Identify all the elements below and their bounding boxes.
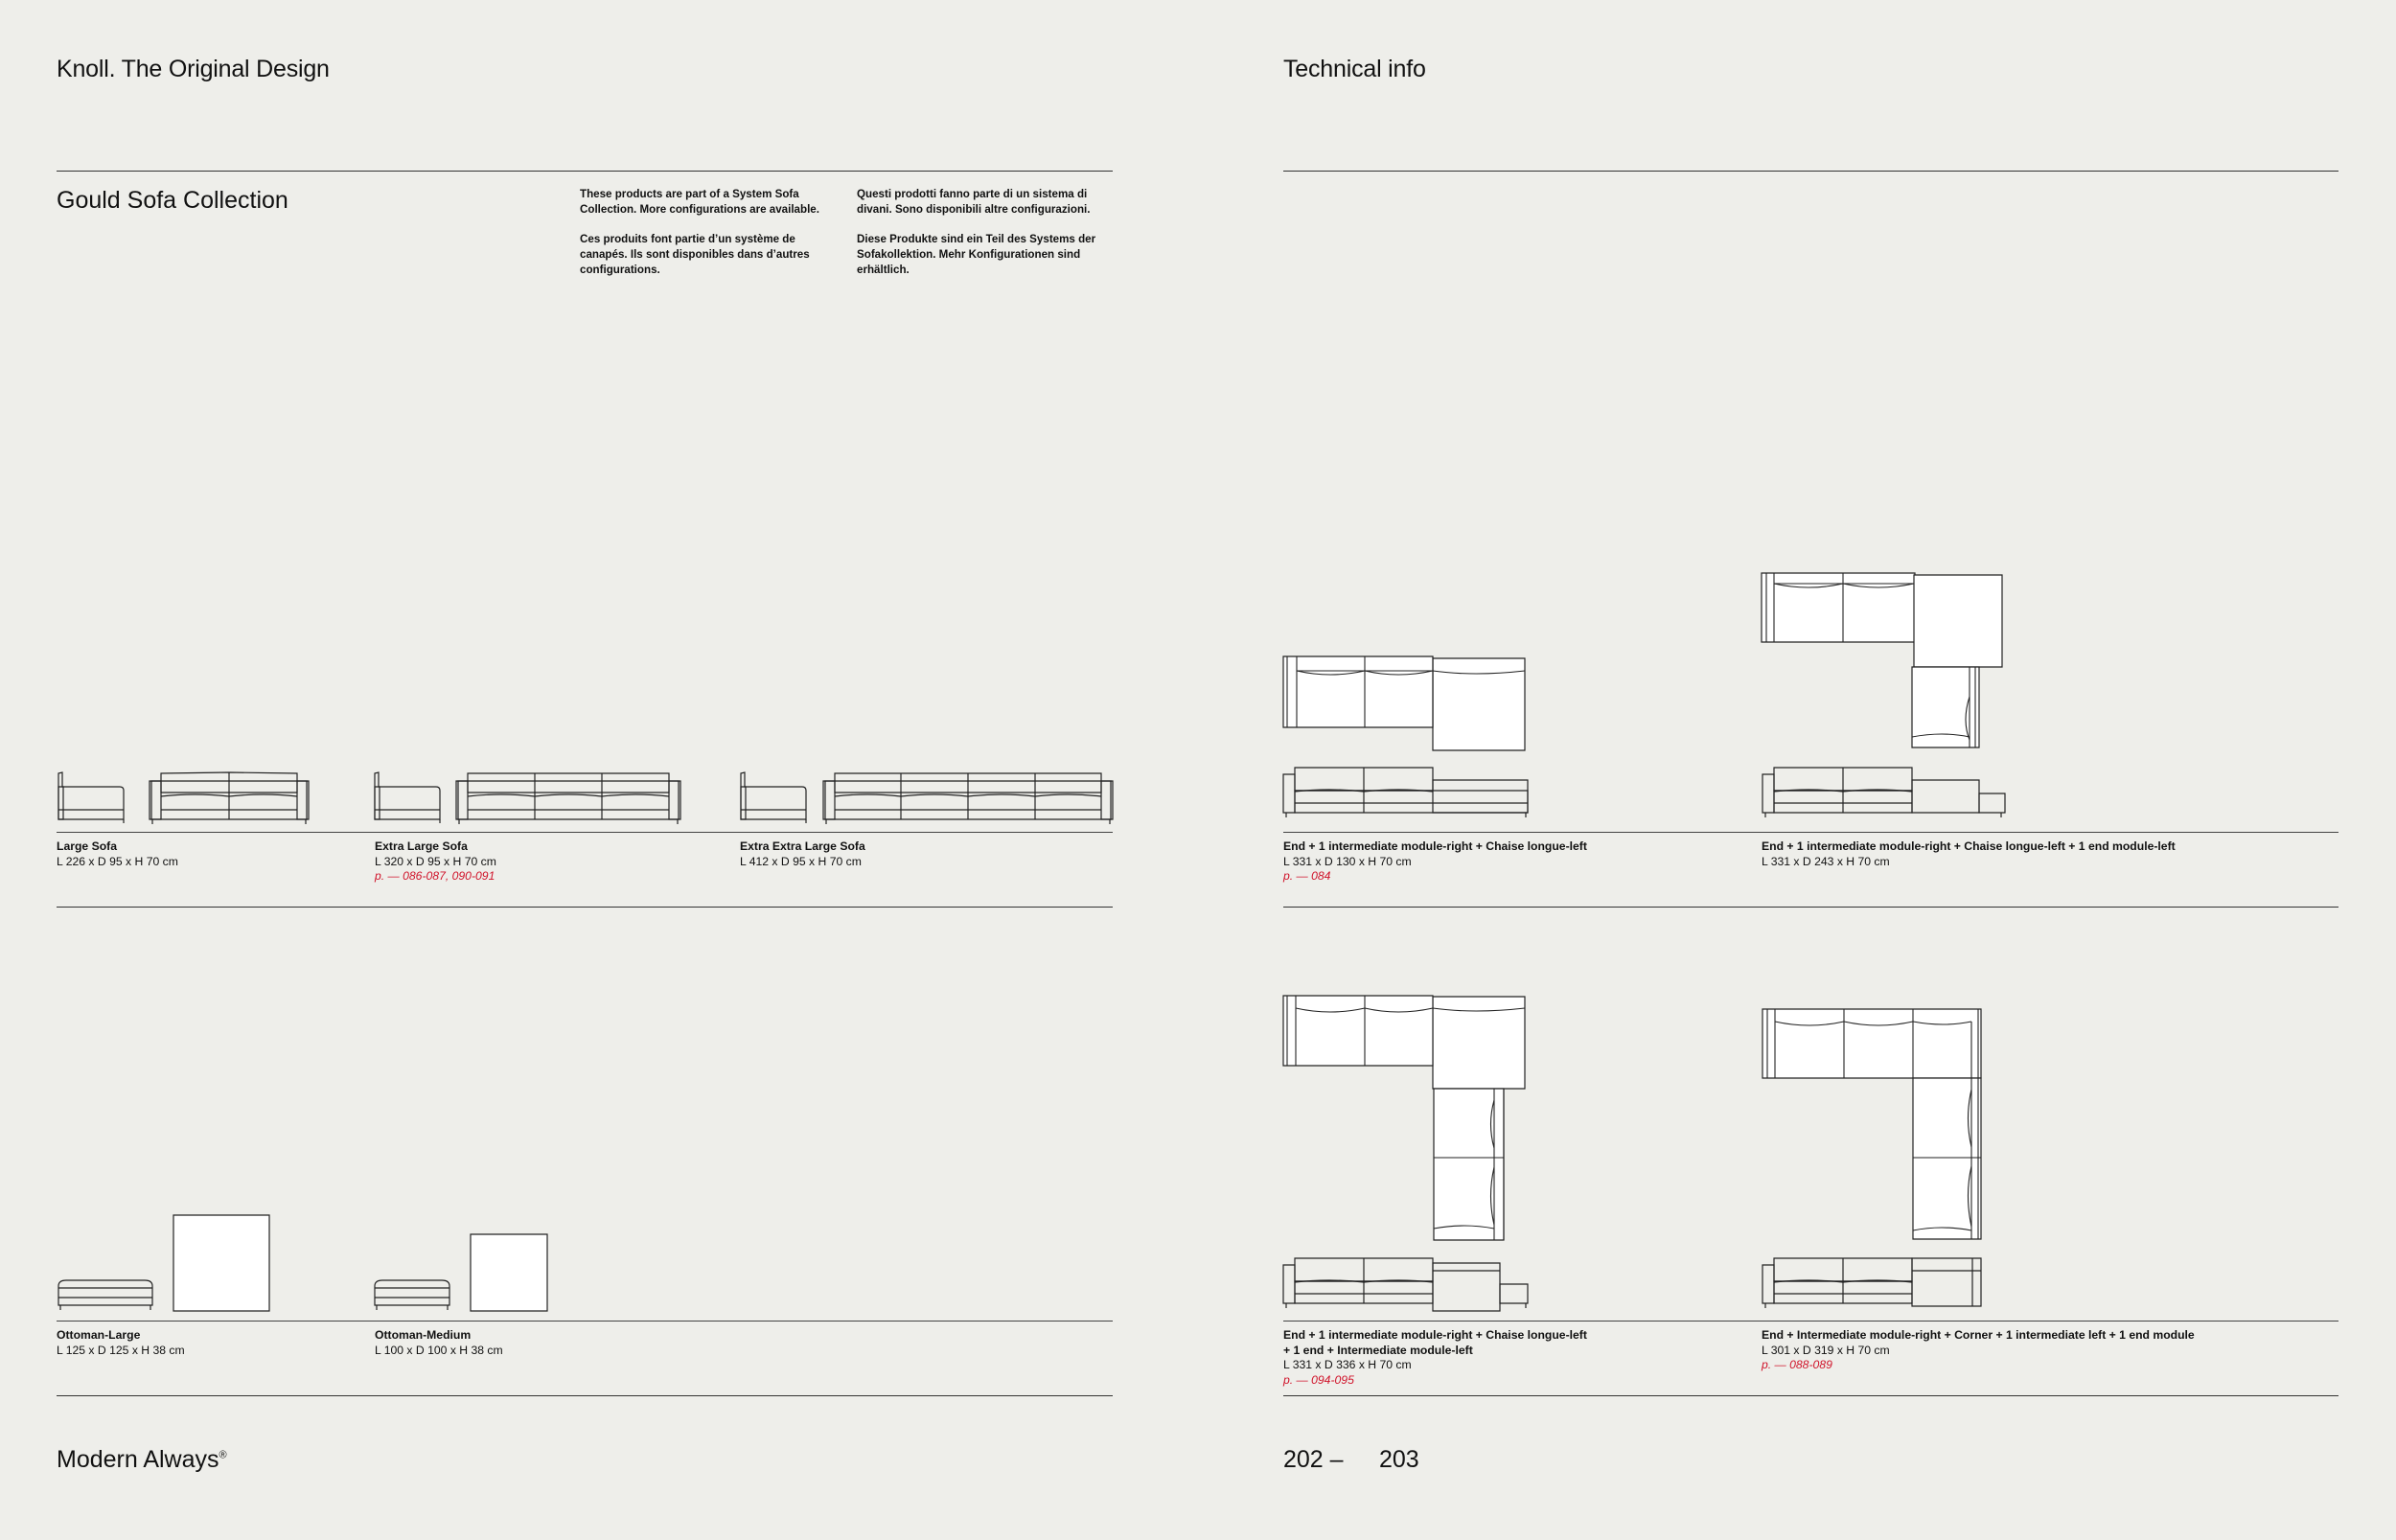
config2-name: End + 1 intermediate module-right + Chaise longue-left + 1 end module-left — [1762, 839, 2176, 853]
xl-sofa-caption — [375, 839, 496, 885]
ottoman-medium-dims: L 100 x D 100 x H 38 cm — [375, 1343, 503, 1357]
config2-dims: L 331 x D 243 x H 70 cm — [1762, 854, 1890, 868]
ottoman-large-name: Ottoman-Large — [57, 1328, 141, 1342]
intro-text-it: Questi prodotti fanno parte di un sistema di divani. Sono disponibili altre configurazioni. — [857, 188, 1091, 216]
page-number-right: 203 — [1379, 1446, 1419, 1473]
config4-front-drawing — [1762, 1255, 1986, 1311]
xxl-sofa-side-drawing — [739, 771, 806, 824]
section-divider-left — [57, 907, 1113, 908]
config1-name: End + 1 intermediate module-right + Chaise longue-left — [1283, 839, 1587, 853]
page-number-left: 202 – — [1283, 1446, 1344, 1473]
ottoman-medium-name: Ottoman-Medium — [375, 1328, 472, 1342]
section-divider-right — [1283, 907, 2338, 908]
xl-sofa-dims: L 320 x D 95 x H 70 cm — [375, 854, 496, 868]
intro-column-left — [580, 187, 839, 293]
registered-mark: ® — [219, 1449, 227, 1461]
config3-top-drawing — [1282, 995, 1530, 1244]
ottoman-large-caption — [57, 1328, 185, 1358]
config4-dims: L 301 x D 319 x H 70 cm — [1762, 1343, 1890, 1357]
config2-caption — [1762, 839, 2176, 869]
ottoman-large-side-drawing — [57, 1278, 154, 1311]
bottom-divider-right — [1283, 1395, 2338, 1396]
large-sofa-name: Large Sofa — [57, 839, 117, 853]
config3-front-drawing — [1282, 1255, 1530, 1311]
left-header: Knoll. The Original Design — [57, 56, 330, 82]
ottoman-large-dims: L 125 x D 125 x H 38 cm — [57, 1343, 185, 1357]
config4-caption — [1762, 1328, 2195, 1373]
intro-text-en: These products are part of a System Sofa Collection. More configurations are available. — [580, 188, 819, 216]
xxl-sofa-caption — [740, 839, 865, 869]
config-row2-line — [1283, 1321, 2338, 1322]
intro-text-fr: Ces produits font partie d’un système de canapés. Ils sont disponibles dans d’autres configurations. — [580, 233, 810, 276]
xxl-sofa-dims: L 412 x D 95 x H 70 cm — [740, 854, 862, 868]
config3-caption — [1283, 1328, 1587, 1388]
config2-front-drawing — [1762, 765, 2007, 818]
xl-sofa-page-ref: p. — 086-087, 090-091 — [375, 869, 495, 884]
xl-sofa-front-drawing — [455, 770, 681, 825]
collection-title: Gould Sofa Collection — [57, 187, 288, 214]
right-header: Technical info — [1283, 56, 1426, 82]
ottoman-large-top-drawing — [173, 1214, 270, 1312]
ottoman-medium-side-drawing — [373, 1278, 451, 1311]
ottoman-row-line — [57, 1321, 1113, 1322]
sofa-row-line — [57, 832, 1113, 833]
large-sofa-dims: L 226 x D 95 x H 70 cm — [57, 854, 178, 868]
config2-top-drawing — [1761, 572, 2004, 750]
xl-sofa-name: Extra Large Sofa — [375, 839, 468, 853]
footer-slogan — [57, 1446, 227, 1474]
config1-top-drawing — [1282, 655, 1528, 753]
xxl-sofa-front-drawing — [822, 770, 1114, 825]
header-divider-left — [57, 171, 1113, 172]
large-sofa-front-drawing — [149, 770, 310, 825]
large-sofa-side-drawing — [57, 771, 124, 824]
ottoman-medium-top-drawing — [470, 1233, 548, 1312]
large-sofa-caption — [57, 839, 178, 869]
intro-column-right — [857, 187, 1116, 293]
intro-text-de: Diese Produkte sind ein Teil des Systems der Sofakollektion. Mehr Konfigurationen sind erhältlich. — [857, 233, 1096, 276]
config4-name: End + Intermediate module-right + Corner + 1 intermediate left + 1 end module — [1762, 1328, 2195, 1342]
config1-caption — [1283, 839, 1587, 885]
config3-name-line2: + 1 end + Intermediate module-left — [1283, 1343, 1473, 1357]
config1-page-ref: p. — 084 — [1283, 869, 1331, 884]
ottoman-medium-caption — [375, 1328, 503, 1358]
footer-slogan-text: Modern Always — [57, 1446, 219, 1473]
config1-front-drawing — [1282, 765, 1530, 818]
config1-dims: L 331 x D 130 x H 70 cm — [1283, 854, 1412, 868]
config3-dims: L 331 x D 336 x H 70 cm — [1283, 1358, 1412, 1372]
config4-page-ref: p. — 088-089 — [1762, 1358, 1832, 1372]
header-divider-right — [1283, 171, 2338, 172]
config3-page-ref: p. — 094-095 — [1283, 1372, 1354, 1387]
bottom-divider-left — [57, 1395, 1113, 1396]
xl-sofa-side-drawing — [373, 771, 440, 824]
config4-top-drawing — [1762, 1008, 1984, 1242]
config-row1-line — [1283, 832, 2338, 833]
config3-name: End + 1 intermediate module-right + Chaise longue-left — [1283, 1328, 1587, 1342]
xxl-sofa-name: Extra Extra Large Sofa — [740, 839, 865, 853]
